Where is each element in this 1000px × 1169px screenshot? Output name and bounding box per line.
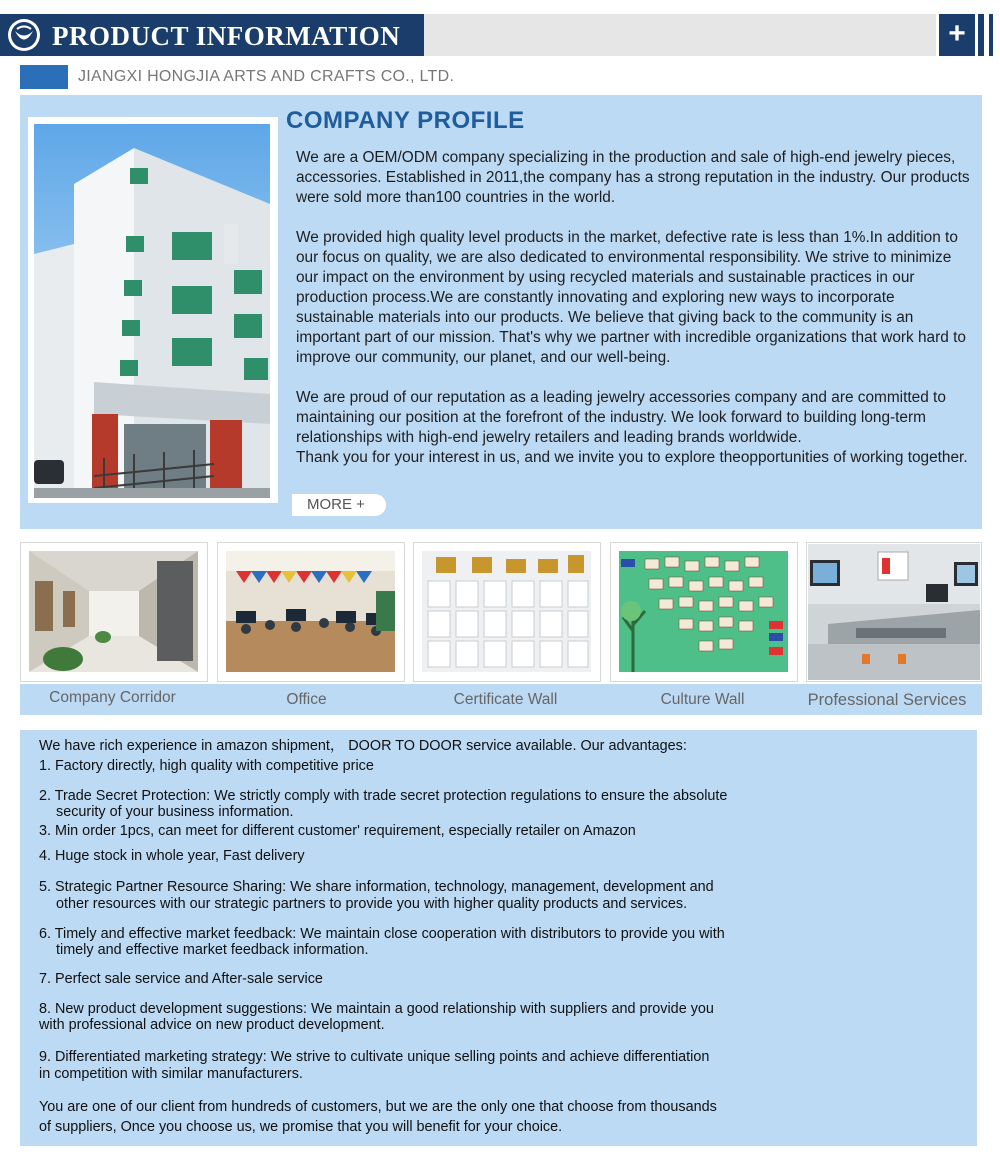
closing-line-1: You are one of our client from hundreds of customers, but we are the only one that choose from thousands [39,1099,717,1115]
header-accent-stripe [978,14,984,56]
culture-wall-photo[interactable] [619,551,788,672]
caption-office: Office [286,691,327,708]
advantage-2-line-2: security of your business information. [56,804,294,820]
advantage-3: 3. Min order 1pcs, can meet for different customer' requirement, especially retailer on Amazon [39,823,636,839]
advantage-9-line-1: 9. Differentiated marketing strategy: We strive to cultivate unique selling points and achieve differentiation [39,1049,710,1065]
profile-paragraph-1: We are a OEM/ODM company specializing in the production and sale of high-end jewelry pieces, accessories. Established in 2011,the company has a strong reputation in the industry. Our products were sold more than100 countries in the world. [296,149,970,206]
office-photo[interactable] [226,551,395,672]
more-button-label[interactable]: MORE + [307,496,365,513]
profile-paragraph-4-text: Thank you for your interest in us, and we invite you to explore theopportunities of working together. [296,449,968,466]
advantage-4: 4. Huge stock in whole year, Fast delivery [39,848,305,864]
advantage-6-line-2: timely and effective market feedback information. [56,942,369,958]
company-corridor-photo[interactable] [29,551,198,672]
certificate-wall-photo[interactable] [422,551,591,672]
advantage-6-line-1: 6. Timely and effective market feedback: We maintain close cooperation with distributors to provide you with [39,926,725,942]
profile-paragraph-2: We provided high quality level products in the market, defective rate is less than 1%.In addition to our focus on quality, we are also dedicated to environmental responsibility. We strive to minimize our impact on the environment by using recycled materials and sustainable practices in our production process.We are constantly innovating and exploring new ways to incorporate sustainable materials into our products. We believe that giving back to the community is an important part of our mission. That's why we partner with incredible organizations that work hard to improve our community, our planet, and our well-being. [296,229,966,366]
caption-culture-wall: Culture Wall [660,691,745,708]
header-gray-strip [424,14,936,56]
advantage-8-line-2: with professional advice on new product development. [39,1017,385,1033]
company-logo-icon [6,18,42,52]
advantage-9-line-2: in competition with similar manufacturers. [39,1066,303,1082]
expand-plus-button[interactable]: + [939,14,975,56]
company-name-marker [20,65,68,89]
caption-company-corridor: Company Corridor [49,689,176,706]
company-name: JIANGXI HONGJIA ARTS AND CRAFTS CO., LTD. [78,68,455,85]
advantage-5-line-1: 5. Strategic Partner Resource Sharing: We share information, technology, management, development and [39,879,714,895]
closing-line-2: of suppliers, Once you choose us, we promise that you will benefit for your choice. [39,1119,563,1135]
advantage-7: 7. Perfect sale service and After-sale service [39,971,323,987]
company-profile-title: COMPANY PROFILE [286,107,525,134]
caption-professional-services: Professional Services [807,691,967,709]
advantages-intro: We have rich experience in amazon shipment， DOOR TO DOOR service available. Our advantages: [39,738,687,754]
advantage-2-line-1: 2. Trade Secret Protection: We strictly comply with trade secret protection regulations to ensure the absolute [39,788,728,804]
profile-paragraph-3 [296,388,976,468]
header-accent-stripe-2 [989,14,993,56]
advantage-8-line-1: 8. New product development suggestions: We maintain a good relationship with suppliers and provide you [39,1001,714,1017]
advantage-5-line-2: other resources with our strategic partners to provide you with higher quality products and services. [56,896,688,912]
header-title: PRODUCT INFORMATION [52,21,401,51]
profile-paragraph-3-text: We are proud of our reputation as a leading jewelry accessories company and are committed to maintaining our position at the forefront of the industry. We look forward to building long-term relationships with high-end jewelry retailers and leading brands worldwide. [296,389,946,446]
professional-services-photo[interactable] [808,544,980,680]
factory-building-photo [34,124,270,498]
advantage-1: 1. Factory directly, high quality with competitive price [39,758,374,774]
caption-certificate-wall: Certificate Wall [453,691,558,708]
